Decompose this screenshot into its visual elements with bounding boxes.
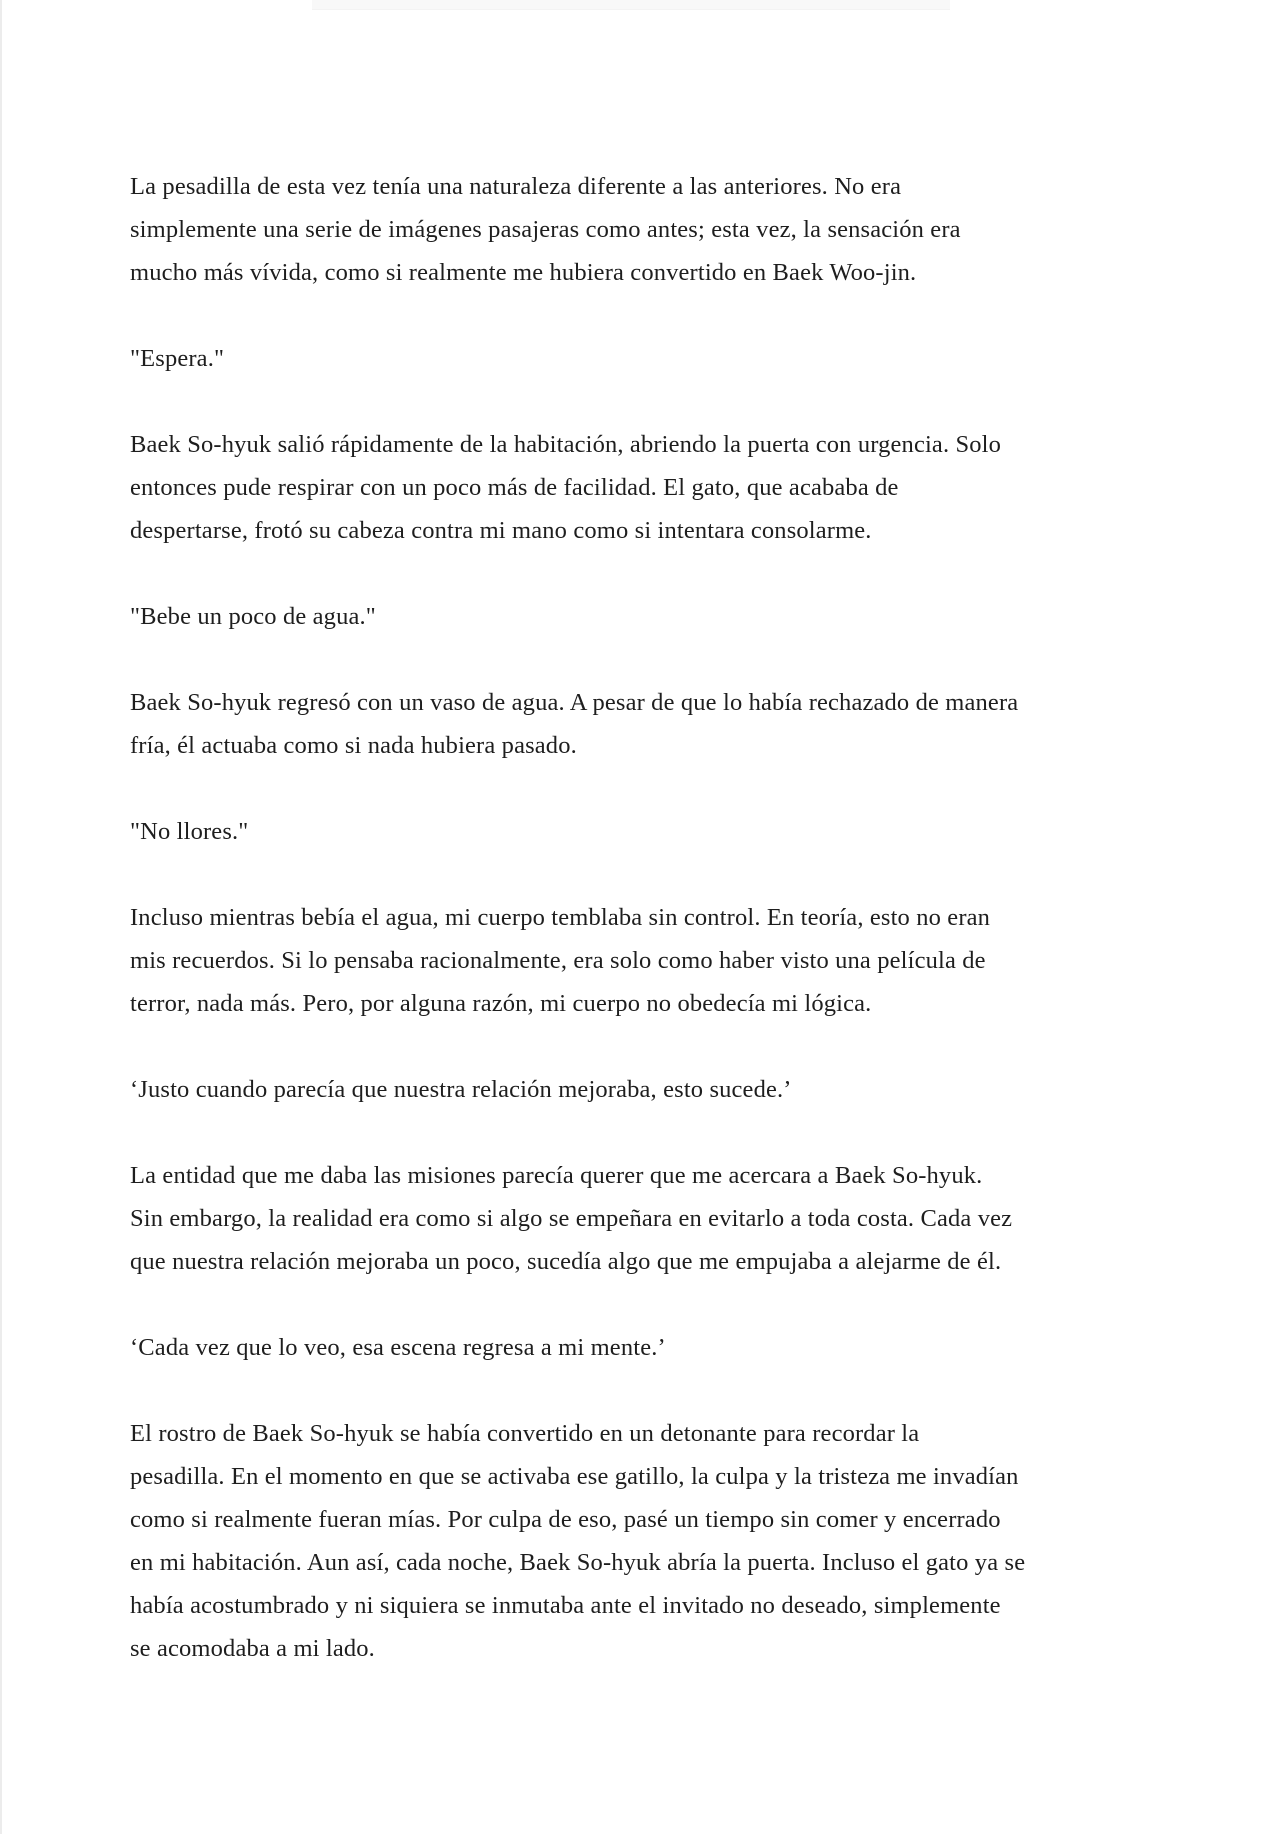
text-line: en mi habitación. Aun así, cada noche, Baek So-hyuk abría la puerta. Incluso el gato ya se [130,1549,1026,1576]
text-line: "Bebe un poco de agua." [130,603,376,630]
text-line: mucho más vívida, como si realmente me hubiera convertido en Baek Woo-jin. [130,259,917,286]
paragraph-dialogue [130,810,1190,853]
text-line: pesadilla. En el momento en que se activaba ese gatillo, la culpa y la tristeza me invadían [130,1463,1019,1490]
paragraph-narration [130,896,1190,1025]
paragraph-narration [130,423,1190,552]
text-line: Baek So-hyuk salió rápidamente de la habitación, abriendo la puerta con urgencia. Solo [130,431,1002,458]
text-line: ‘Justo cuando parecía que nuestra relación mejoraba, esto sucede.’ [130,1076,792,1103]
text-line: terror, nada más. Pero, por alguna razón, mi cuerpo no obedecía mi lógica. [130,990,872,1017]
text-line: se acomodaba a mi lado. [130,1635,375,1662]
text-line: simplemente una serie de imágenes pasajeras como antes; esta vez, la sensación era [130,216,961,243]
paragraph-narration [130,165,1190,294]
paragraph-dialogue [130,337,1190,380]
text-line: ‘Cada vez que lo veo, esa escena regresa a mi mente.’ [130,1334,666,1361]
text-line: fría, él actuaba como si nada hubiera pasado. [130,732,577,759]
text-line: La pesadilla de esta vez tenía una naturaleza diferente a las anteriores. No era [130,173,902,200]
page-left-edge [0,0,2,1834]
text-line: La entidad que me daba las misiones parecía querer que me acercara a Baek So-hyuk. [130,1162,983,1189]
paragraph-thought [130,1068,1190,1111]
text-line: había acostumbrado y ni siquiera se inmutaba ante el invitado no deseado, simplemente [130,1592,1001,1619]
text-line: "No llores." [130,818,249,845]
text-line: Incluso mientras bebía el agua, mi cuerpo temblaba sin control. En teoría, esto no eran [130,904,991,931]
text-line: como si realmente fueran mías. Por culpa de eso, pasé un tiempo sin comer y encerrado [130,1506,1001,1533]
paragraph-thought [130,1326,1190,1369]
text-line: Baek So-hyuk regresó con un vaso de agua. A pesar de que lo había rechazado de manera [130,689,1019,716]
paragraph-dialogue [130,595,1190,638]
paragraph-narration [130,681,1190,767]
text-line: El rostro de Baek So-hyuk se había convertido en un detonante para recordar la [130,1420,920,1447]
reading-page [130,165,1190,1713]
text-line: mis recuerdos. Si lo pensaba racionalmente, era solo como haber visto una película de [130,947,986,974]
text-line: entonces pude respirar con un poco más de facilidad. El gato, que acababa de [130,474,899,501]
text-line: que nuestra relación mejoraba un poco, sucedía algo que me empujaba a alejarme de él. [130,1248,1002,1275]
text-line: Sin embargo, la realidad era como si algo se empeñara en evitarlo a toda costa. Cada vez [130,1205,1013,1232]
paragraph-narration [130,1412,1190,1670]
text-line: despertarse, frotó su cabeza contra mi mano como si intentara consolarme. [130,517,872,544]
text-line: "Espera." [130,345,225,372]
paragraph-narration [130,1154,1190,1283]
top-status-bar [312,0,950,10]
